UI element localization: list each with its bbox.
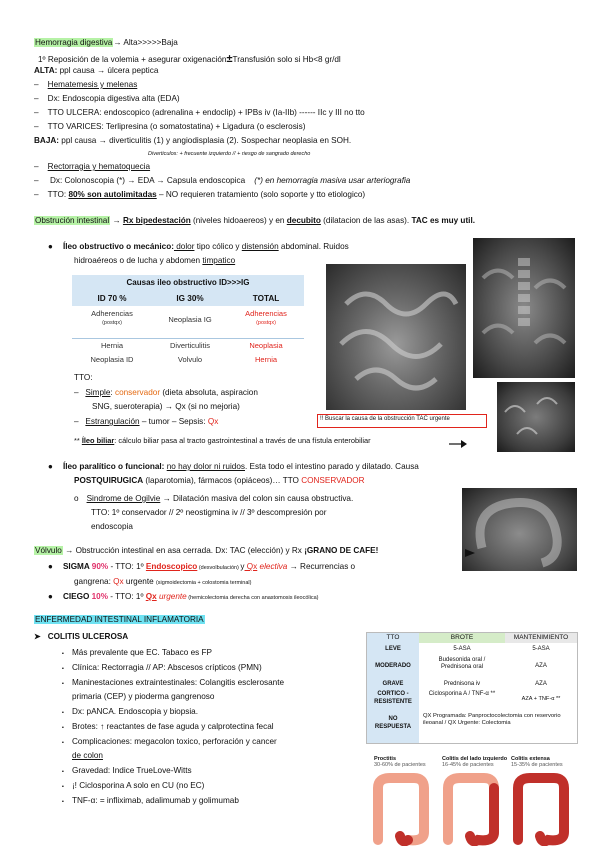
causas-header-id: ID 70 % [97, 294, 127, 303]
causas-cell: Adherencias (postqx) [91, 309, 133, 327]
tto-cell: 5-ASA [453, 646, 471, 652]
tto-label: TTO: [74, 373, 93, 382]
colon-sublabel: 16-45% de pacientes [442, 762, 494, 768]
xray-colon-icon [462, 488, 577, 571]
alta-item-1: – Hematemesis y melenas [34, 80, 138, 89]
causas-cell: Hernia [254, 355, 278, 364]
ileo-mecanico-line: ● Íleo obstructivo o mecánico: dolor tipo cólico y distensión abdominal. Ruidos [48, 242, 349, 251]
tto-row-label: MODERADO [375, 663, 411, 669]
baja-item-2: – Dx: Colonoscopia (*) → EDA → Capsula endoscopica (*) en hemorragia masiva usar arteriografia [34, 176, 411, 185]
xray-spine-icon [473, 238, 575, 378]
sigma-line: ● SIGMA 90% - TTO: 1º Endoscopico (desvolbulación) y Qx electiva → Recurrencias o [48, 562, 356, 571]
obstruccion-title: Obstrución intestinal [35, 216, 110, 225]
ileo-paralitico-line2: POSTQUIRUGICA (laparotomia), fármacos (opiáceos)… TTO CONSERVADOR [74, 476, 365, 485]
cu-item: ▪ Brotes: ↑ reactantes de fase aguda y calprotectina fecal [62, 722, 274, 731]
tto-header: MANTENIMIENTO [513, 634, 569, 641]
causas-header-ig: IG 30% [176, 294, 204, 303]
colon-label: Proctitis [374, 756, 397, 762]
cu-item: ▪ Más prevalente que EC. Tabaco es FP [62, 648, 212, 657]
cu-item: ▪ ¡! Ciclosporina A solo en CU (no EC) [62, 781, 205, 790]
ileo-paralitico-line: ● Íleo paralítico o funcional: no hay dolor ni ruidos. Esta todo el intestino parado y dilatado. Causa [48, 462, 419, 471]
volvulo-title: Vólvulo [35, 546, 62, 555]
colon-illustrations [366, 752, 576, 846]
arrow-right-icon [449, 440, 467, 452]
cu-title-line: ➤ COLITIS ULCEROSA [34, 632, 129, 641]
causas-cell: Neoplasia ID [90, 355, 134, 364]
tto-cell: QX Programada: Panproctocolectomia con reservorio ileoanal / QX Urgente: Colectomia [423, 713, 561, 727]
reposicion-line: 1º Reposición de la volemia + asegurar oxigenación±Transfusión solo si Hb<8 gr/dl [38, 53, 341, 65]
cu-item-cont: primaria (CEP) y pioderma gangrenoso [72, 692, 215, 701]
tto-cell: AZA + TNF-α ** [521, 696, 561, 702]
cu-item: ▪ TNF-α: = infliximab, adalimumab y golimumab [62, 796, 239, 805]
colon-label: Colitis extensa [511, 756, 550, 762]
causas-divider [72, 338, 304, 339]
buscar-note: !! Buscar la causa de la obstrucción TAC urgente [320, 416, 450, 422]
causas-cell: Neoplasia IG [168, 315, 212, 324]
xray-levels-icon [497, 382, 575, 452]
ogilvie-line3: endoscopia [91, 522, 133, 531]
tto-table [366, 632, 578, 744]
xray-image [326, 264, 466, 410]
baja-item-3: – TTO: 80% son autolimitadas – NO requieren tratamiento (solo soporte y tto etiologico) [34, 190, 366, 199]
tto-row-label: NO RESPUESTA [374, 716, 412, 730]
tto-row-label: GRAVE [382, 681, 404, 687]
tto-row-label: CORTICO - RESISTENTE [374, 691, 412, 705]
cu-item: ▪ Clínica: Rectorragia // AP: Abscesos crípticos (PMN) [62, 663, 262, 672]
xray-loops-icon [326, 264, 466, 410]
alta-line: ALTA: ppl causa → úlcera peptica [34, 66, 159, 75]
cu-item: ▪ Dx: pANCA. Endoscopia y biopsia. [62, 707, 199, 716]
causas-cell: Adherencias (postqx) [245, 309, 287, 327]
tto-cell: Ciclosporina A / TNF-α ** [428, 691, 496, 697]
tto-header: BROTE [450, 634, 474, 641]
causas-cell: Neoplasia [249, 341, 283, 350]
sigma-line2: gangrena: Qx urgente (sigmoidectomia + colostomia terminal) [74, 577, 252, 586]
causas-cell: Diverticulitis [169, 341, 210, 350]
colon-label: Colitis del lado izquierdo [442, 756, 508, 762]
colon-diagram-icon [366, 770, 576, 846]
arrow-right-icon [465, 549, 475, 561]
volvulo-line: Vólvulo → Obstrucción intestinal en asa cerrada. Dx: TAC (elección) y Rx ¡GRANO DE CAFE! [35, 546, 379, 555]
xray-image [462, 488, 577, 571]
baja-line: BAJA: ppl causa → diverticulitis (1) y angiodisplasia (2). Sospechar neoplasia en SOH. [34, 136, 352, 145]
xray-image [473, 238, 575, 378]
tto-cell: Budesonida oral / Prednisona oral [438, 657, 486, 671]
simple-line: – Simple: conservador (dieta absoluta, aspiracion [74, 388, 258, 397]
ogilvie-line2: TTO: 1º conservador // 2º neostigmina iv // 3º descompresión por [91, 508, 327, 517]
tto-cell: 5-ASA [532, 646, 550, 652]
cu-item-cont: de colon [72, 751, 103, 760]
cu-item: ▪ Maninestaciones extraintestinales: Colangitis esclerosante [62, 678, 285, 687]
eii-title: ENFERMEDAD INTESTINAL INFLAMATORIA [35, 615, 204, 624]
causas-header-total: TOTAL [252, 294, 280, 303]
causas-cell: Volvulo [177, 355, 203, 364]
tto-cell: Prednisona iv [443, 681, 481, 687]
xray-image [497, 382, 575, 452]
cu-item: ▪ Gravedad: Indice TrueLove-Witts [62, 766, 192, 775]
tto-cell: AZA [535, 663, 547, 669]
baja-item-1: – Rectorragia y hematoquecia [34, 162, 151, 171]
causas-table-title: Causas ileo obstructivo ID>>>IG [126, 278, 250, 287]
tto-cell: AZA [535, 681, 547, 687]
hemorragia-title: Hemorragia digestiva [35, 38, 113, 47]
simple-line2: SNG, sueroterapia) → Qx (si no mejoria) [92, 402, 240, 411]
alta-item-4: – TTO VARICES: Terlipresina (o somatostatina) + Ligadura (o esclerosis) [34, 122, 306, 131]
estrangulacion-line: – Estrangulación – tumor – Sepsis: Qx [74, 417, 219, 426]
tto-row-label: LEVE [385, 646, 401, 652]
cu-item: ▪ Complicaciones: megacolon toxico, perforación y cancer [62, 737, 277, 746]
causas-cell: Hernia [100, 341, 124, 350]
alta-item-3: – TTO ULCERA: endoscopico (adrenalina + endoclip) + IPBs iv (Ia-IIb) ------ IIc y III no tto [34, 108, 365, 117]
ileo-biliar-line: ** Íleo biliar: cálculo biliar pasa al tracto gastrointestinal a través de una fístula enterobiliar [74, 436, 371, 445]
eii-title-line [34, 615, 205, 626]
baja-note: Diverticulos: + frecuente izquierdo // + riesgo de sangrado derecho [148, 151, 311, 157]
ogilvie-line: o Sindrome de Ogilvie → Dilatación masiva del colon sin causa obstructiva. [74, 494, 354, 503]
alta-item-2: – Dx: Endoscopia digestiva alta (EDA) [34, 94, 180, 103]
colon-sublabel: 30-60% de pacientes [374, 762, 426, 768]
hemorragia-title-line: Hemorragia digestiva→ Alta>>>>>Baja [35, 38, 178, 47]
obstruccion-title-line: Obstrución intestinal → Rx bipedestación (niveles hidoaereos) y en decubito (dilatacion de las asas). TAC es muy util. [35, 216, 475, 225]
tto-header: TTO [386, 634, 400, 641]
colon-sublabel: 15-35% de pacientes [511, 762, 563, 768]
ciego-line: ● CIEGO 10% - TTO: 1º Qx urgente (hemicolectomia derecha con anastomosis ileocólica) [48, 592, 319, 601]
ileo-mecanico-line2: hidroaéreos o de lucha y abdomen timpatico [74, 256, 236, 265]
